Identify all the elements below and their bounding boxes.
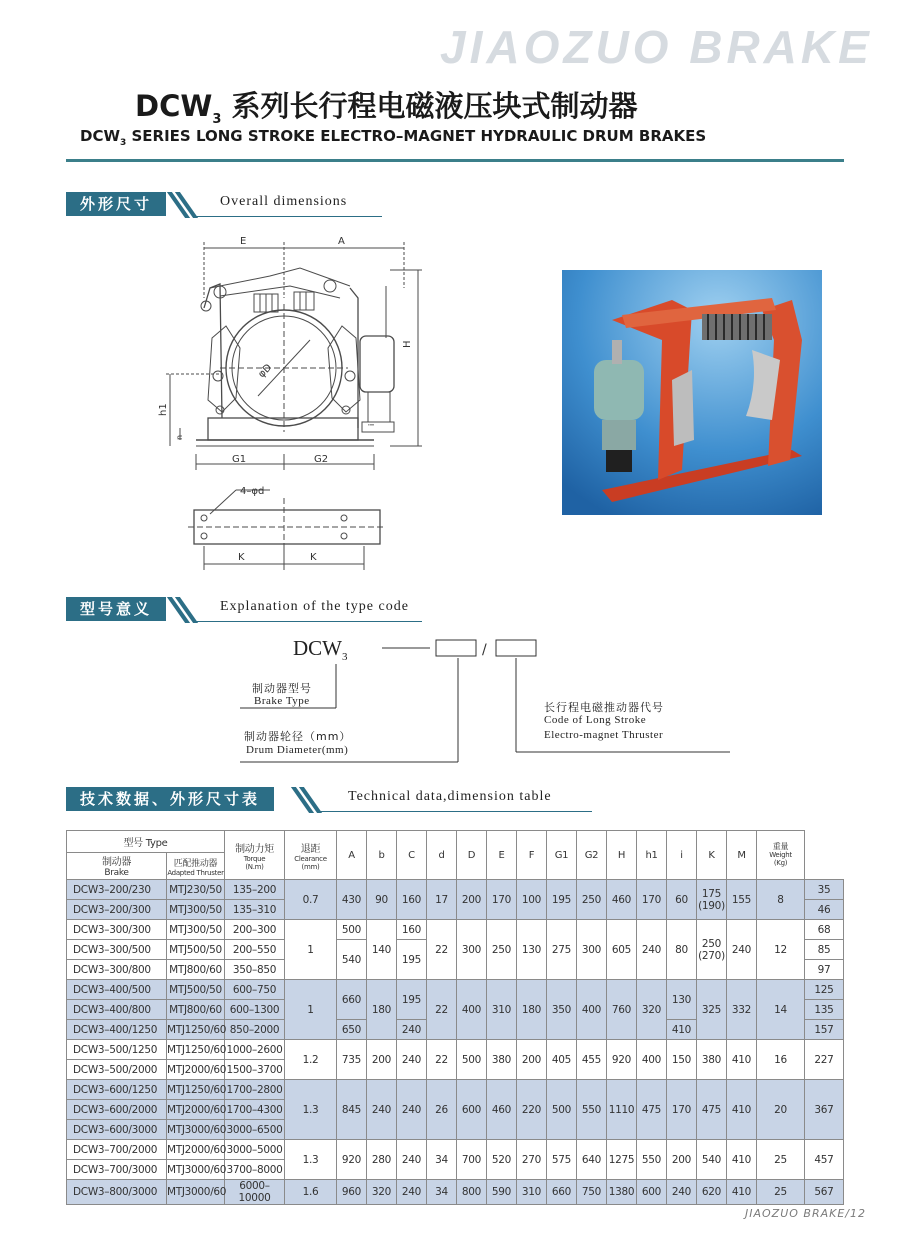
table-cell: 46 xyxy=(805,900,844,920)
table-cell: 135–200 xyxy=(225,880,285,900)
table-cell: 1.3 xyxy=(285,1080,337,1140)
header-divider xyxy=(66,159,844,162)
table-row xyxy=(67,920,844,940)
table-cell: 240 xyxy=(397,1140,427,1180)
table-cell: MTJ2000/60 xyxy=(167,1100,225,1120)
dim-label-n: n xyxy=(175,434,184,440)
table-cell: 35 xyxy=(805,880,844,900)
table-cell: 367 xyxy=(805,1080,844,1140)
table-cell: MTJ2000/60 xyxy=(167,1140,225,1160)
table-cell: MTJ300/50 xyxy=(167,900,225,920)
table-cell: MTJ1250/60 xyxy=(167,1020,225,1040)
table-cell: MTJ800/60 xyxy=(167,1000,225,1020)
table-cell: 170 xyxy=(637,880,667,920)
header-d: d xyxy=(427,831,457,880)
table-cell: 410 xyxy=(667,1020,697,1040)
section-tag-en: Overall dimensions xyxy=(220,194,348,209)
header-model: 型号 Type xyxy=(67,831,225,853)
table-cell: 280 xyxy=(367,1140,397,1180)
table-cell: 1 xyxy=(285,920,337,980)
table-cell: 550 xyxy=(577,1080,607,1140)
table-cell: 1500–3700 xyxy=(225,1060,285,1080)
table-cell: 135 xyxy=(805,1000,844,1020)
table-cell: 960 xyxy=(337,1180,367,1205)
table-cell: 200–550 xyxy=(225,940,285,960)
table-cell: 130 xyxy=(667,980,697,1020)
table-cell: 12 xyxy=(757,920,805,980)
table-cell: 845 xyxy=(337,1080,367,1140)
table-cell: 660 xyxy=(547,1180,577,1205)
table-cell: MTJ3000/60 xyxy=(167,1160,225,1180)
brand-watermark: JIAOZUO BRAKE xyxy=(440,21,873,73)
table-cell: 16 xyxy=(757,1040,805,1080)
table-cell: 500 xyxy=(337,920,367,940)
table-cell: 34 xyxy=(427,1180,457,1205)
table-cell: 400 xyxy=(577,980,607,1040)
table-row xyxy=(67,1040,844,1060)
thruster-code-label-en-1: Code of Long Stroke xyxy=(544,714,647,726)
section-tag-cn: 外形尺寸 xyxy=(66,192,166,216)
table-cell: 195 xyxy=(547,880,577,920)
table-cell: 310 xyxy=(487,980,517,1040)
table-cell: 14 xyxy=(757,980,805,1040)
table-cell: 250 (270) xyxy=(697,920,727,980)
drum-diameter-label-en: Drum Diameter(mm) xyxy=(246,744,349,756)
table-row xyxy=(67,980,844,1000)
table-cell: 250 xyxy=(577,880,607,920)
table-cell: 200 xyxy=(667,1140,697,1180)
table-row xyxy=(67,880,844,900)
table-cell: 590 xyxy=(487,1180,517,1205)
table-cell: DCW3–800/3000 xyxy=(67,1180,167,1205)
page-title-cn: $DCW_3$ 系列长行程电磁液压块式制动器 xyxy=(135,89,638,127)
dim-label-H: H xyxy=(402,340,413,348)
header-D: D xyxy=(457,831,487,880)
table-cell: 220 xyxy=(517,1080,547,1140)
table-cell: DCW3–500/2000 xyxy=(67,1060,167,1080)
table-cell: 240 xyxy=(367,1080,397,1140)
table-cell: 400 xyxy=(637,1040,667,1080)
section-tag-en: Technical data,dimension table xyxy=(348,789,552,804)
table-cell: 1380 xyxy=(607,1180,637,1205)
table-cell: 320 xyxy=(367,1180,397,1205)
table-cell: 1 xyxy=(285,980,337,1040)
table-cell: 567 xyxy=(805,1180,844,1205)
table-cell: 125 xyxy=(805,980,844,1000)
table-cell: 540 xyxy=(337,940,367,980)
table-cell: 22 xyxy=(427,980,457,1040)
brake-product-photo xyxy=(562,270,822,515)
table-cell: 380 xyxy=(697,1040,727,1080)
header-G2: G2 xyxy=(577,831,607,880)
table-cell: 200 xyxy=(517,1040,547,1080)
table-cell: DCW3–600/1250 xyxy=(67,1080,167,1100)
table-cell: 80 xyxy=(667,920,697,980)
table-cell: 195 xyxy=(397,940,427,980)
header-G1: G1 xyxy=(547,831,577,880)
table-cell: 475 xyxy=(637,1080,667,1140)
dim-label-K2: K xyxy=(310,552,317,563)
table-cell: 760 xyxy=(607,980,637,1040)
table-cell: 6000–10000 xyxy=(225,1180,285,1205)
thruster-code-label-cn: 长行程电磁推动器代号 xyxy=(544,701,664,714)
table-cell: 85 xyxy=(805,940,844,960)
brake-type-label-cn: 制动器型号 xyxy=(252,682,312,695)
table-cell: 500 xyxy=(457,1040,487,1080)
table-cell: MTJ2000/60 xyxy=(167,1060,225,1080)
header-h1: h1 xyxy=(637,831,667,880)
dim-label-E: E xyxy=(240,236,247,247)
table-cell: 275 xyxy=(547,920,577,980)
table-cell: 240 xyxy=(397,1020,427,1040)
table-row xyxy=(67,1140,844,1160)
table-cell: 240 xyxy=(637,920,667,980)
table-cell: 160 xyxy=(397,920,427,940)
table-cell: DCW3–600/2000 xyxy=(67,1100,167,1120)
table-cell: MTJ300/50 xyxy=(167,920,225,940)
table-cell: 97 xyxy=(805,960,844,980)
header-thruster: 匹配推动器 Adapted Thruster xyxy=(167,853,225,880)
table-cell: MTJ500/50 xyxy=(167,940,225,960)
page-footer: JIAOZUO BRAKE/12 xyxy=(745,1207,866,1220)
table-cell: 430 xyxy=(337,880,367,920)
table-cell: 20 xyxy=(757,1080,805,1140)
table-cell: 850–2000 xyxy=(225,1020,285,1040)
table-cell: 520 xyxy=(487,1140,517,1180)
table-cell: 1275 xyxy=(607,1140,637,1180)
table-cell: 380 xyxy=(487,1040,517,1080)
table-cell: 200–300 xyxy=(225,920,285,940)
table-cell: 460 xyxy=(487,1080,517,1140)
table-cell: 455 xyxy=(577,1040,607,1080)
table-cell: 410 xyxy=(727,1080,757,1140)
table-cell: 310 xyxy=(517,1180,547,1205)
table-cell: 68 xyxy=(805,920,844,940)
table-cell: DCW3–300/300 xyxy=(67,920,167,940)
table-cell: MTJ1250/60 xyxy=(167,1080,225,1100)
header-weight: 重量 Weight (Kg) xyxy=(757,831,805,880)
table-cell: 240 xyxy=(397,1180,427,1205)
header-E: E xyxy=(487,831,517,880)
table-cell: 3000–5000 xyxy=(225,1140,285,1160)
table-cell: MTJ3000/60 xyxy=(167,1180,225,1205)
table-cell: 135–310 xyxy=(225,900,285,920)
table-cell: DCW3–400/500 xyxy=(67,980,167,1000)
header-clearance: 退距 Clearance (mm) xyxy=(285,831,337,880)
table-cell: 540 xyxy=(697,1140,727,1180)
table-cell: 1110 xyxy=(607,1080,637,1140)
table-cell: 25 xyxy=(757,1140,805,1180)
table-cell: 200 xyxy=(457,880,487,920)
table-cell: 240 xyxy=(397,1080,427,1140)
type-code-slash: / xyxy=(482,642,487,658)
table-cell: 175 (190) xyxy=(697,880,727,920)
section-tag-cn: 技术数据、外形尺寸表 xyxy=(66,787,274,811)
table-cell: 600 xyxy=(637,1180,667,1205)
table-cell: 22 xyxy=(427,920,457,980)
table-cell: DCW3–300/800 xyxy=(67,960,167,980)
table-cell: 1.2 xyxy=(285,1040,337,1080)
table-cell: 750 xyxy=(577,1180,607,1205)
table-cell: 700 xyxy=(457,1140,487,1180)
table-cell: 180 xyxy=(367,980,397,1040)
type-code-main: $DCW_3$ xyxy=(293,636,348,664)
table-cell: 140 xyxy=(367,920,397,980)
table-cell: MTJ500/50 xyxy=(167,980,225,1000)
section-tag-en: Explanation of the type code xyxy=(220,599,409,614)
table-row xyxy=(67,1180,844,1205)
table-cell: 350 xyxy=(547,980,577,1040)
table-cell: 270 xyxy=(517,1140,547,1180)
table-cell: 227 xyxy=(805,1040,844,1080)
section-tag-cn: 型号意义 xyxy=(66,597,166,621)
table-cell: 8 xyxy=(757,880,805,920)
table-cell: 17 xyxy=(427,880,457,920)
table-cell: 25 xyxy=(757,1180,805,1205)
dim-label-d: 4–φd xyxy=(240,486,265,497)
table-cell: 600–750 xyxy=(225,980,285,1000)
table-cell: DCW3–600/3000 xyxy=(67,1120,167,1140)
dim-label-D: φD xyxy=(256,362,275,381)
table-cell: DCW3–200/230 xyxy=(67,880,167,900)
section-heading-typecode xyxy=(66,597,426,621)
header-C: C xyxy=(397,831,427,880)
table-cell: MTJ800/60 xyxy=(167,960,225,980)
table-cell: 410 xyxy=(727,1180,757,1205)
table-cell: 240 xyxy=(667,1180,697,1205)
table-cell: 1700–2800 xyxy=(225,1080,285,1100)
technical-data-table xyxy=(66,830,844,1205)
table-cell: 660 xyxy=(337,980,367,1020)
table-cell: DCW3–500/1250 xyxy=(67,1040,167,1060)
table-cell: 170 xyxy=(667,1080,697,1140)
table-cell: 350–850 xyxy=(225,960,285,980)
table-cell: 60 xyxy=(667,880,697,920)
table-cell: 550 xyxy=(637,1140,667,1180)
table-cell: 325 xyxy=(697,980,727,1040)
table-cell: 100 xyxy=(517,880,547,920)
drum-diameter-label-cn: 制动器轮径（mm） xyxy=(244,730,352,743)
table-cell: 920 xyxy=(607,1040,637,1080)
table-cell: DCW3–400/800 xyxy=(67,1000,167,1020)
table-cell: 920 xyxy=(337,1140,367,1180)
table-cell: 332 xyxy=(727,980,757,1040)
dim-label-i: i xyxy=(367,423,376,426)
dim-label-h1: h1 xyxy=(158,403,169,416)
table-cell: 640 xyxy=(577,1140,607,1180)
table-cell: MTJ230/50 xyxy=(167,880,225,900)
table-cell: 1.6 xyxy=(285,1180,337,1205)
section-heading-dimensions xyxy=(66,192,386,216)
table-cell: 300 xyxy=(457,920,487,980)
dim-label-G1: G1 xyxy=(232,454,247,465)
table-cell: DCW3–200/300 xyxy=(67,900,167,920)
table-cell: 400 xyxy=(457,980,487,1040)
table-cell: 600 xyxy=(457,1080,487,1140)
table-cell: 600–1300 xyxy=(225,1000,285,1020)
table-cell: 500 xyxy=(547,1080,577,1140)
table-cell: 180 xyxy=(517,980,547,1040)
table-cell: 650 xyxy=(337,1020,367,1040)
table-cell: MTJ1250/60 xyxy=(167,1040,225,1060)
brake-type-label-en: Brake Type xyxy=(254,695,310,707)
table-cell: 160 xyxy=(397,880,427,920)
header-M: M xyxy=(727,831,757,880)
header-i: i xyxy=(667,831,697,880)
table-cell: 1.3 xyxy=(285,1140,337,1180)
table-cell: 240 xyxy=(397,1040,427,1080)
table-cell: 475 xyxy=(697,1080,727,1140)
table-cell: 22 xyxy=(427,1040,457,1080)
table-cell: 170 xyxy=(487,880,517,920)
table-cell: 575 xyxy=(547,1140,577,1180)
table-cell: 460 xyxy=(607,880,637,920)
table-cell: 410 xyxy=(727,1140,757,1180)
table-cell: DCW3–700/3000 xyxy=(67,1160,167,1180)
table-cell: 34 xyxy=(427,1140,457,1180)
header-K: K xyxy=(697,831,727,880)
table-cell: MTJ3000/60 xyxy=(167,1120,225,1140)
table-cell: 200 xyxy=(367,1040,397,1080)
table-cell: 1700–4300 xyxy=(225,1100,285,1120)
dim-label-K1: K xyxy=(238,552,245,563)
table-cell: 155 xyxy=(727,880,757,920)
dim-label-A: A xyxy=(338,236,345,247)
table-cell: 90 xyxy=(367,880,397,920)
table-cell: DCW3–400/1250 xyxy=(67,1020,167,1040)
table-cell: 157 xyxy=(805,1020,844,1040)
header-H: H xyxy=(607,831,637,880)
header-b: b xyxy=(367,831,397,880)
overall-dimension-drawing xyxy=(160,228,450,578)
dim-label-G2: G2 xyxy=(314,454,329,465)
table-cell: 240 xyxy=(727,920,757,980)
header-A: A xyxy=(337,831,367,880)
table-cell: 620 xyxy=(697,1180,727,1205)
table-cell: 605 xyxy=(607,920,637,980)
table-cell: DCW3–700/2000 xyxy=(67,1140,167,1160)
header-F: F xyxy=(517,831,547,880)
table-cell: 735 xyxy=(337,1040,367,1080)
table-cell: 195 xyxy=(397,980,427,1020)
table-cell: 130 xyxy=(517,920,547,980)
header-brake: 制动器 Brake xyxy=(67,853,167,880)
section-heading-table xyxy=(66,787,596,811)
thruster-code-label-en-2: Electro-magnet Thruster xyxy=(544,729,664,741)
table-cell: 410 xyxy=(727,1040,757,1080)
table-row xyxy=(67,1080,844,1100)
table-cell: 457 xyxy=(805,1140,844,1180)
table-cell: 1000–2600 xyxy=(225,1040,285,1060)
table-cell: 0.7 xyxy=(285,880,337,920)
table-cell: 405 xyxy=(547,1040,577,1080)
table-cell: 3000–6500 xyxy=(225,1120,285,1140)
header-torque: 制动力矩 Torque (N.m) xyxy=(225,831,285,880)
table-cell: 250 xyxy=(487,920,517,980)
table-cell: 26 xyxy=(427,1080,457,1140)
table-cell: 800 xyxy=(457,1180,487,1205)
table-cell: 150 xyxy=(667,1040,697,1080)
table-cell: DCW3–300/500 xyxy=(67,940,167,960)
page-title-en: $DCW_3$ SERIES LONG STROKE ELECTRO–MAGNET HYDRAULIC DRUM BRAKES xyxy=(80,127,707,148)
table-cell: 3700–8000 xyxy=(225,1160,285,1180)
table-cell: 320 xyxy=(637,980,667,1040)
table-cell: 300 xyxy=(577,920,607,980)
